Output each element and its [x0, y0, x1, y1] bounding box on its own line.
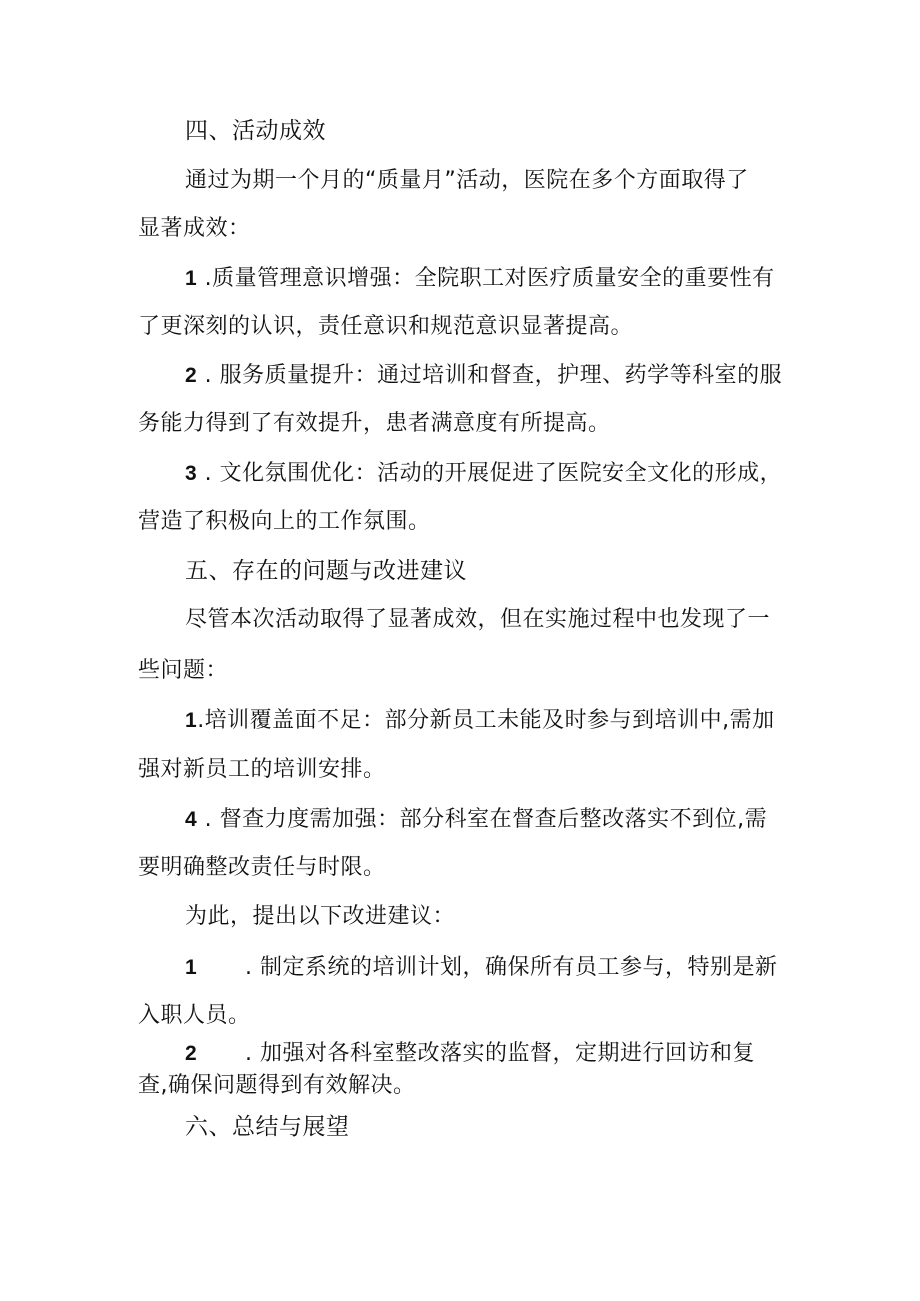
section-4-intro-line-2: 显著成效： [138, 216, 251, 241]
section-5-intro-line-1: 尽管本次活动取得了显著成效，但在实施过程中也发现了一 [185, 607, 771, 632]
section-6-heading: 六、总结与展望 [185, 1114, 350, 1140]
section-5-intro-line-2: 些问题： [138, 658, 229, 683]
list-text: . 制定系统的培训计划，确保所有员工参与，特别是新 [245, 955, 778, 980]
list-number: 4 [185, 808, 198, 831]
section-5-heading: 五、存在的问题与改进建议 [185, 558, 467, 584]
suggestion-item-2 [185, 1039, 755, 1069]
list-text: .质量管理意识增强：全院职工对医疗质量安全的重要性有 [197, 266, 775, 291]
achievement-item-1-cont: 了更深刻的认识，责任意识和规范意识显著提高。 [138, 314, 634, 339]
problem-item-1 [185, 706, 775, 736]
problem-item-1-cont: 强对新员工的培训安排。 [138, 757, 386, 782]
list-number: 1 [185, 709, 198, 732]
suggestion-intro: 为此，提出以下改进建议： [185, 904, 456, 929]
section-4-heading: 四、活动成效 [185, 118, 326, 144]
list-number: 1 [185, 267, 198, 290]
problem-item-2-cont: 要明确整改责任与时限。 [138, 855, 386, 880]
suggestion-item-2-cont: 查,确保问题得到有效解决。 [138, 1073, 416, 1098]
list-text: . 督查力度需加强：部分科室在督查后整改落实不到位,需 [197, 807, 768, 832]
list-text: . 加强对各科室整改落实的监督，定期进行回访和复 [245, 1041, 755, 1066]
achievement-item-2 [185, 361, 782, 391]
list-number: 3 [185, 462, 198, 485]
achievement-item-3 [185, 459, 782, 489]
achievement-item-2-cont: 务能力得到了有效提升，患者满意度有所提高。 [138, 411, 611, 436]
list-text: .培训覆盖面不足：部分新员工未能及时参与到培训中,需加 [197, 708, 775, 733]
achievement-item-1 [185, 264, 775, 294]
problem-item-2 [185, 805, 767, 835]
list-number: 1 [185, 956, 198, 979]
list-text: . 文化氛围优化：活动的开展促进了医院安全文化的形成， [197, 461, 783, 486]
achievement-item-3-cont: 营造了积极向上的工作氛围。 [138, 509, 431, 534]
section-4-intro-line-1: 通过为期一个月的“质量月”活动，医院在多个方面取得了 [185, 168, 749, 193]
list-number: 2 [185, 1042, 198, 1065]
list-text: . 服务质量提升：通过培训和督查，护理、药学等科室的服 [197, 363, 783, 388]
suggestion-item-1-cont: 入职人员。 [138, 1003, 251, 1028]
suggestion-item-1 [185, 953, 778, 983]
list-number: 2 [185, 364, 198, 387]
